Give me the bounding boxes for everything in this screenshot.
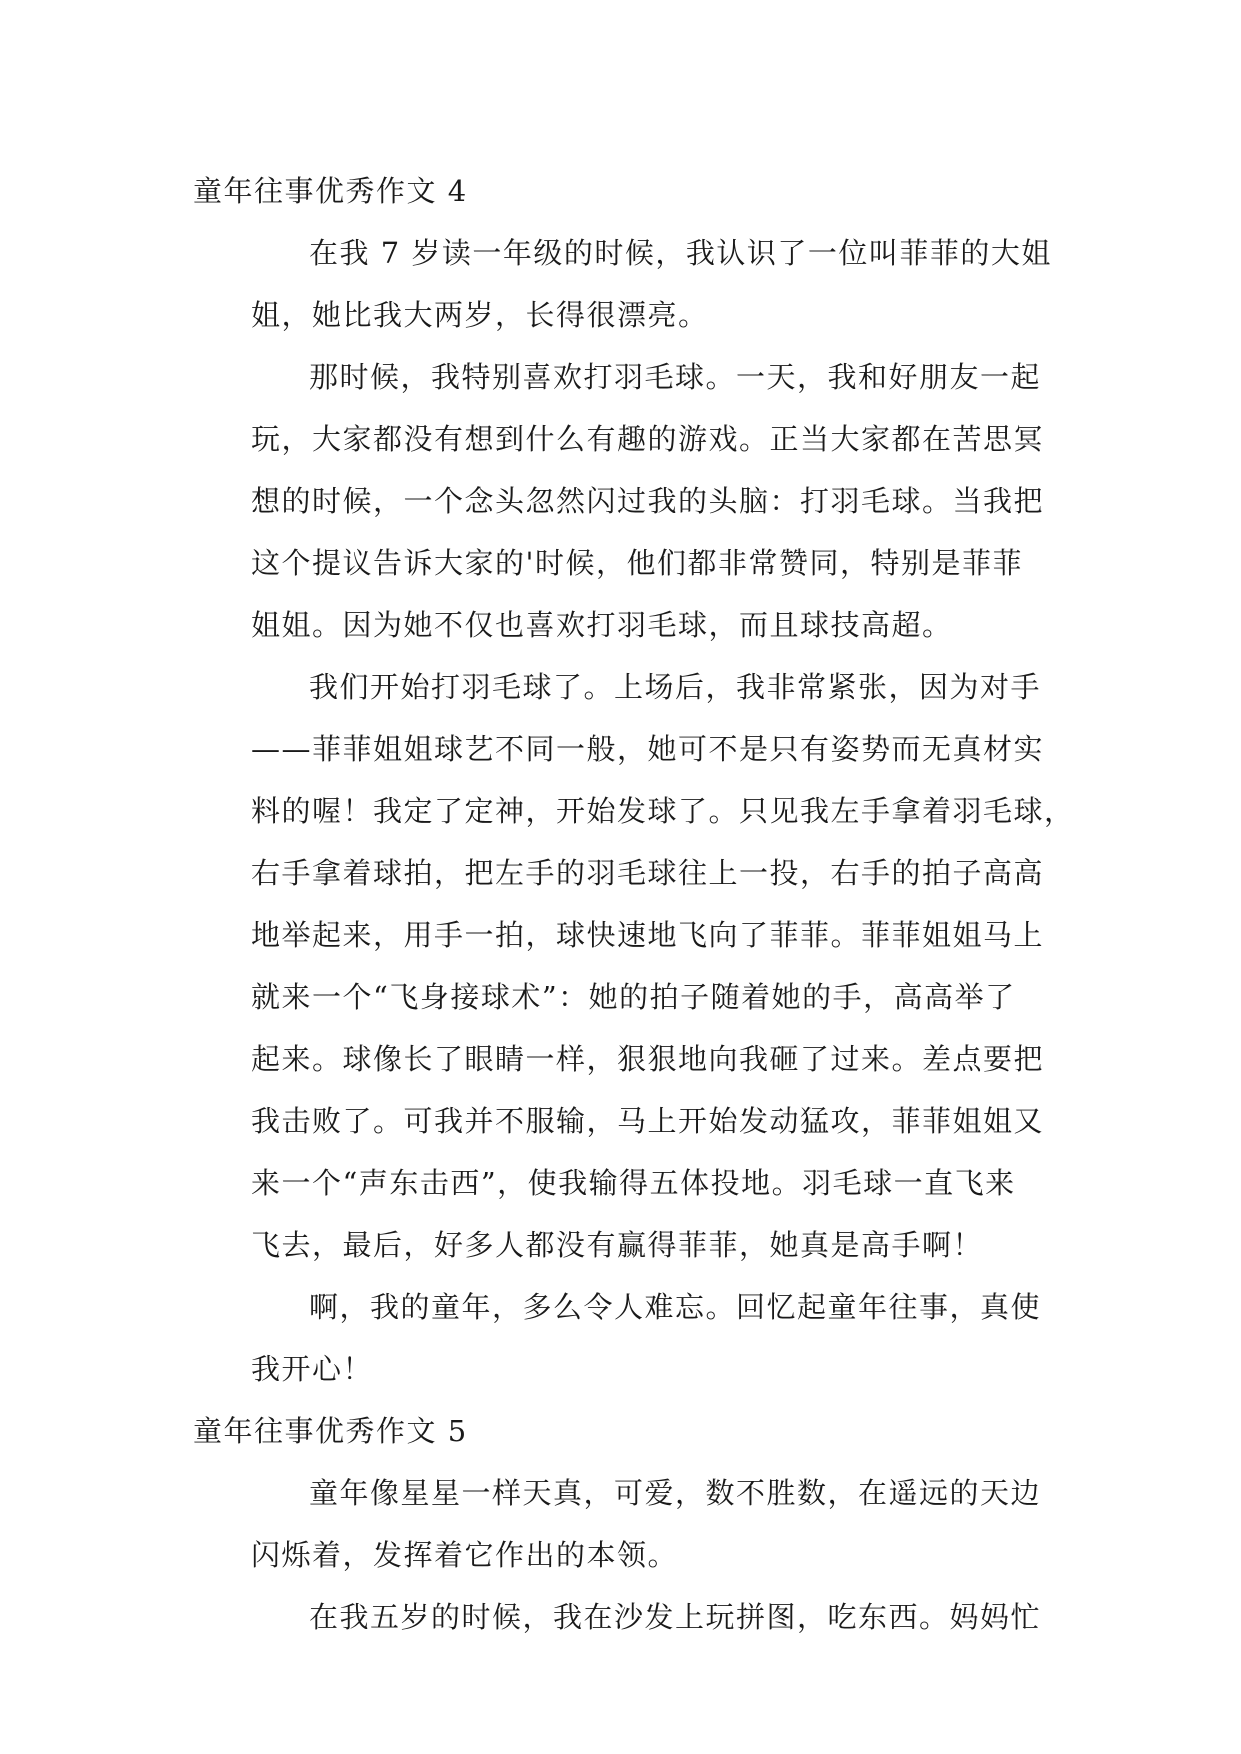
paragraph [193,346,1053,656]
paragraph [193,1586,1053,1648]
paragraph [193,1462,1053,1586]
text-line: 起来。球像长了眼睛一样，狠狠地向我砸了过来。差点要把 [251,1042,1045,1076]
text-line: 玩，大家都没有想到什么有趣的游戏。正当大家都在苦思冥 [251,422,1045,456]
text-line: 姐，她比我大两岁，长得很漂亮。 [251,298,709,332]
text-line: 我们开始打羽毛球了。上场后，我非常紧张，因为对手 [309,670,1042,704]
text-line: 料的喔！我定了定神，开始发球了。只见我左手拿着羽毛球， [251,794,1075,828]
essay-section-4 [193,160,1075,1400]
section-title: 童年往事优秀作文 5 [193,1414,468,1448]
text-line: 那时候，我特别喜欢打羽毛球。一天，我和好朋友一起 [309,360,1042,394]
text-line: 童年像星星一样天真，可爱，数不胜数，在遥远的天边 [309,1476,1042,1510]
text-line: 啊，我的童年，多么令人难忘。回忆起童年往事，真使 [309,1290,1042,1324]
paragraph [193,1276,1053,1400]
text-line: 我击败了。可我并不服输，马上开始发动猛攻，菲菲姐姐又 [251,1104,1045,1138]
text-line: 姐姐。因为她不仅也喜欢打羽毛球，而且球技高超。 [251,608,953,642]
paragraph [193,222,1053,346]
text-line: 在我五岁的时候，我在沙发上玩拼图，吃东西。妈妈忙 [309,1600,1042,1634]
text-line: 在我 7 岁读一年级的时候，我认识了一位叫菲菲的大姐 [309,236,1052,270]
text-line: 想的时候，一个念头忽然闪过我的头脑：打羽毛球。当我把 [251,484,1045,518]
text-line: 我开心！ [251,1352,374,1386]
text-line: 右手拿着球拍，把左手的羽毛球往上一投，右手的拍子高高 [251,856,1045,890]
section-title: 童年往事优秀作文 4 [193,174,468,208]
paragraph [193,656,1075,1276]
text-line: 来一个“声东击西”，使我输得五体投地。羽毛球一直飞来 [251,1166,1016,1200]
text-line: 飞去，最后，好多人都没有赢得菲菲，她真是高手啊！ [251,1228,984,1262]
text-line: 地举起来，用手一拍，球快速地飞向了菲菲。菲菲姐姐马上 [251,918,1045,952]
document-page [193,160,1075,1648]
text-line: 就来一个“飞身接球术”：她的拍子随着她的手，高高举了 [251,980,1016,1014]
text-line: 这个提议告诉大家的'时候，他们都非常赞同，特别是菲菲 [251,546,1023,580]
text-line: ——菲菲姐姐球艺不同一般，她可不是只有姿势而无真材实 [251,732,1045,766]
essay-section-5 [193,1400,1053,1648]
text-line: 闪烁着，发挥着它作出的本领。 [251,1538,679,1572]
